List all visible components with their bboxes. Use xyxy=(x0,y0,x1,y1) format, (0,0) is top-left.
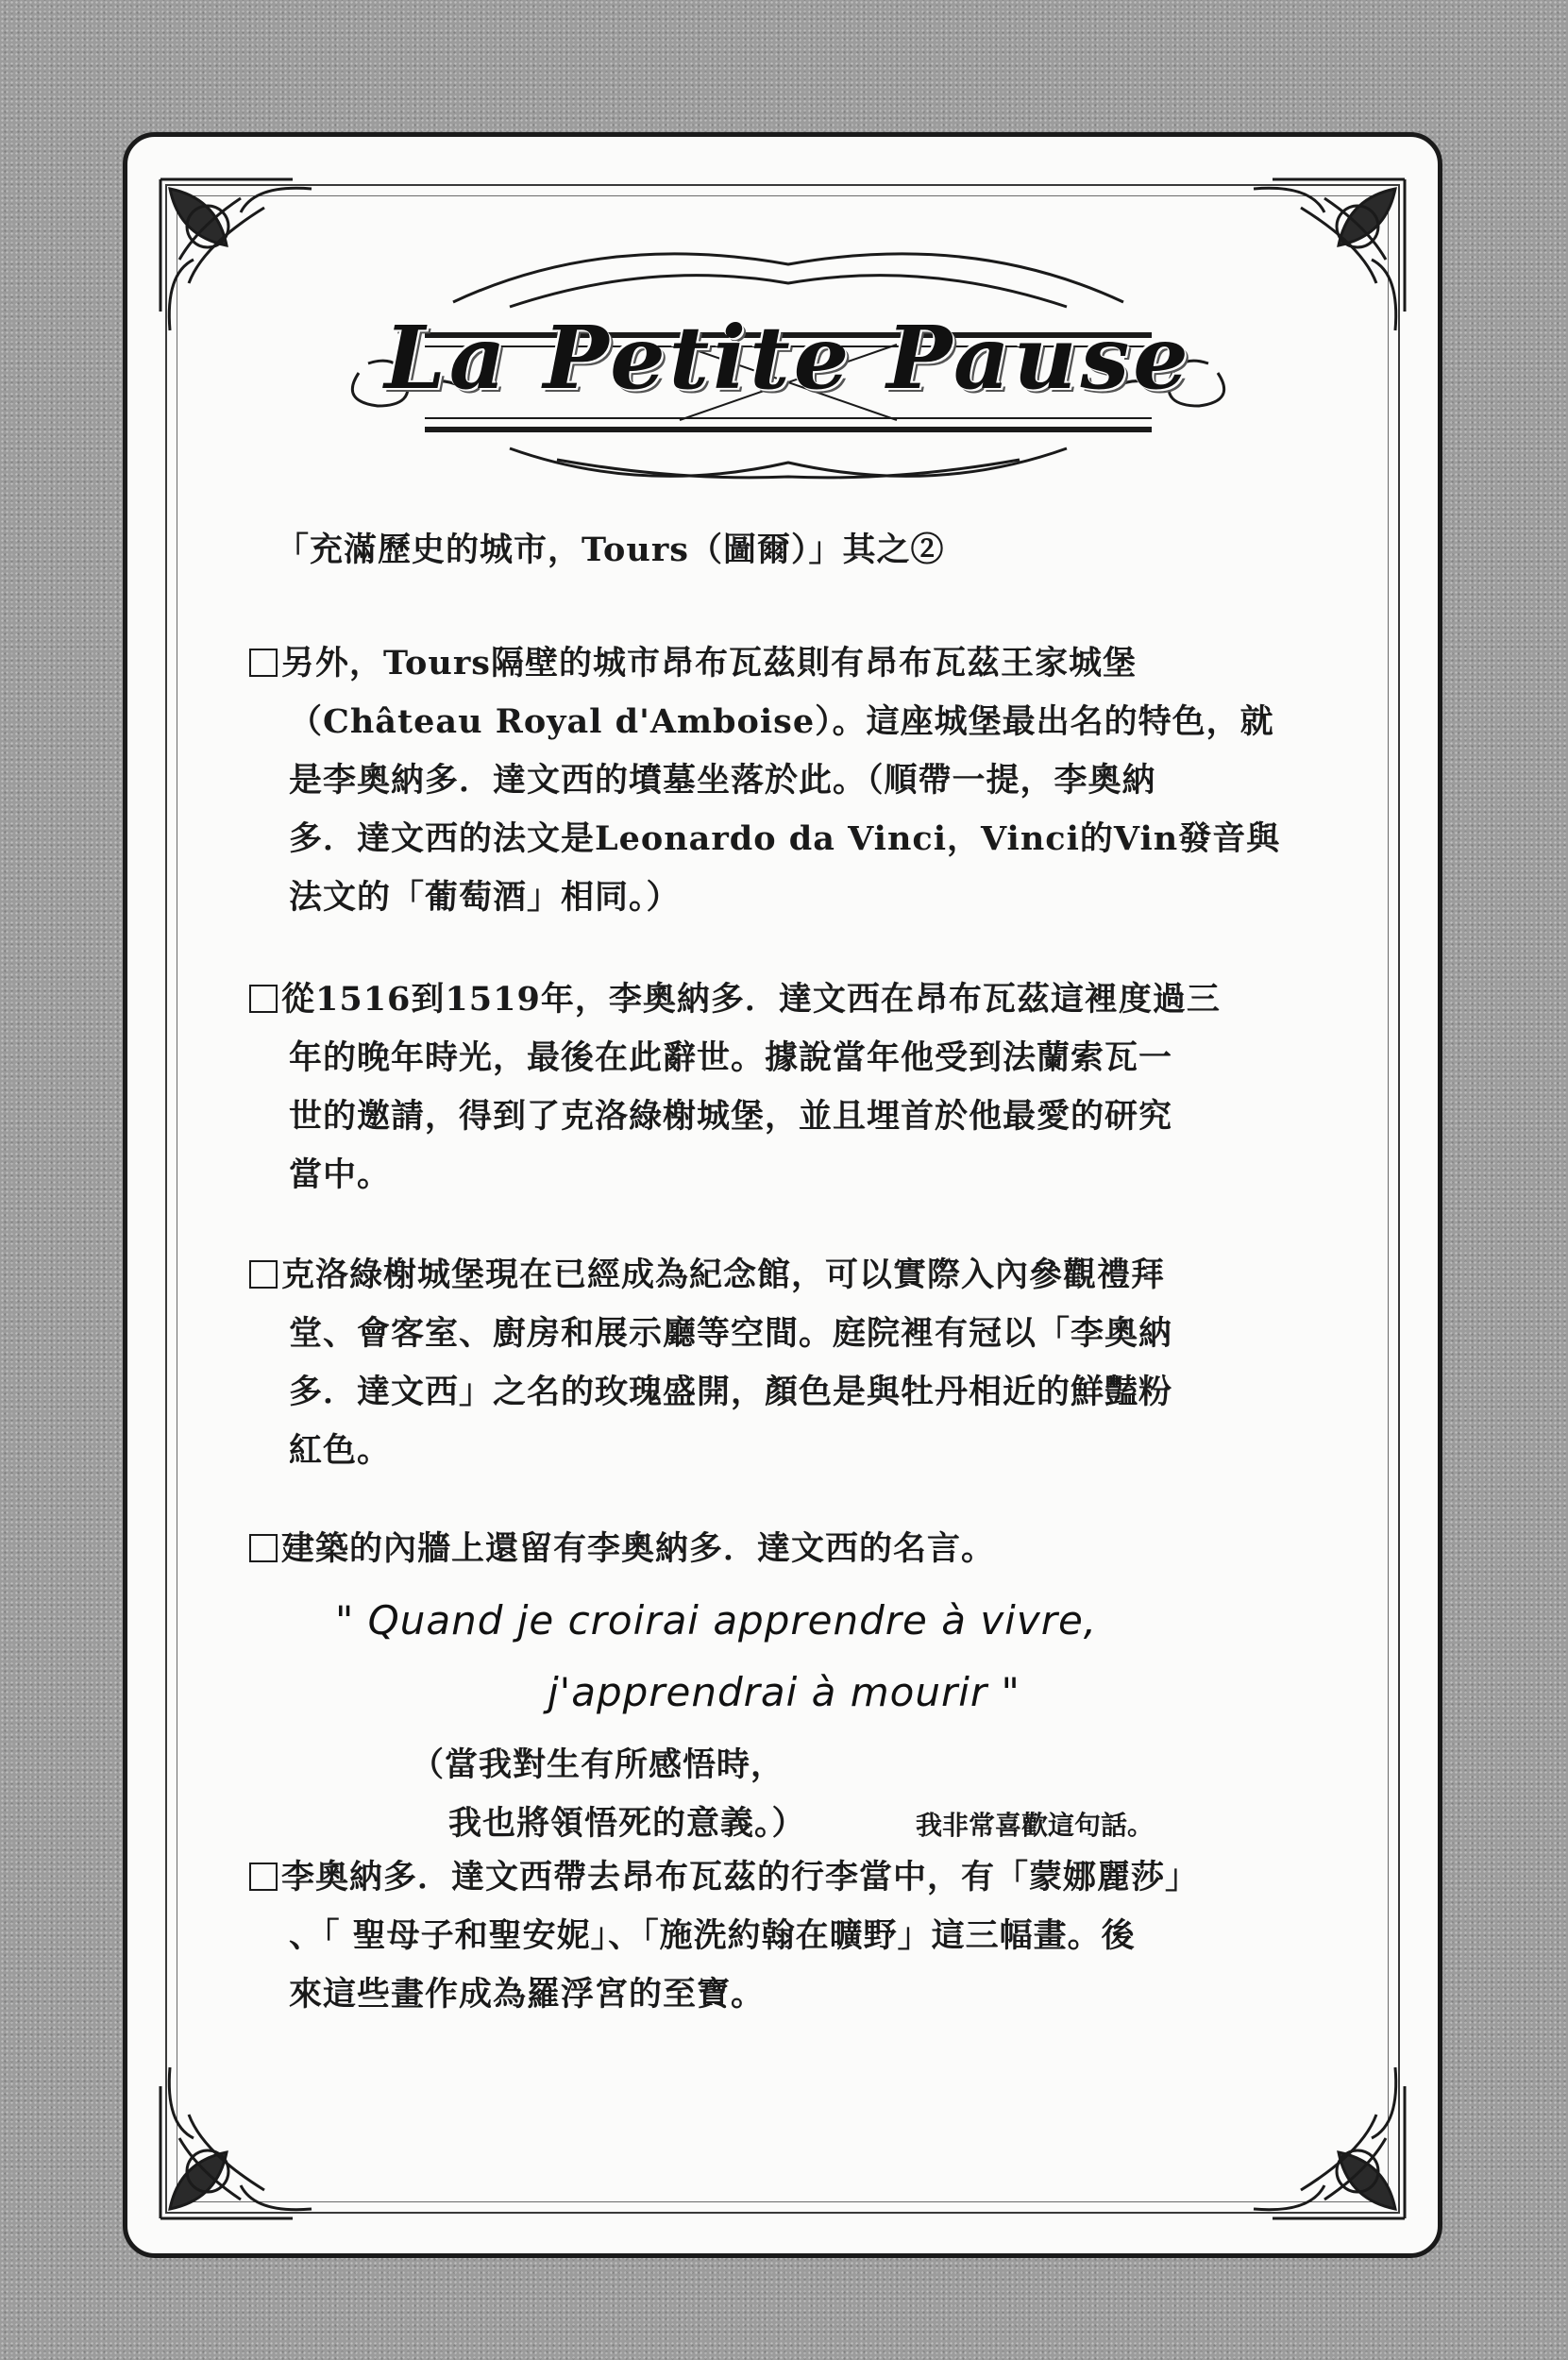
corner-ornament-bottom-left xyxy=(151,2048,330,2228)
paragraph-line: 是李奧納多．達文西的墳墓坐落於此。（順帶一提，李奧納 xyxy=(289,761,1156,800)
paragraph-line: 世的邀請，得到了克洛綠榭城堡，並且埋首於他最愛的研究 xyxy=(289,1097,1173,1136)
banner-logo-text: La Petite Pause xyxy=(384,307,1192,409)
line-text: 從1516到1519年，李奧納多．達文西在昂布瓦茲這裡度過三 xyxy=(281,980,1221,1019)
checkbox-icon xyxy=(249,1260,278,1289)
checkbox-icon xyxy=(249,1863,278,1891)
paragraph-line xyxy=(249,1848,1354,1907)
paragraph-1 xyxy=(249,634,1354,927)
paragraph-line xyxy=(249,1520,1354,1578)
corner-ornament-top-left xyxy=(151,170,330,349)
title-banner xyxy=(321,212,1256,496)
paragraph-line: 多．達文西的法文是Leonardo da Vinci，Vinci的Vin發音與 xyxy=(289,819,1281,858)
corner-ornament-bottom-right xyxy=(1235,2048,1414,2228)
paragraph-4 xyxy=(249,1520,1354,1578)
paragraph-line: 紅色。 xyxy=(289,1431,392,1470)
line-text: 李奧納多．達文西帶去昂布瓦茲的行李當中，有「蒙娜麗莎」 xyxy=(281,1858,1200,1896)
quote-translation-line-1: （當我對生有所感悟時， xyxy=(411,1745,785,1784)
quote-line-2: j'apprendrai à mourir " xyxy=(548,1669,1020,1715)
paragraph-line: （Château Royal d'Amboise）。這座城堡最出名的特色，就 xyxy=(289,702,1274,741)
paragraph-2 xyxy=(249,970,1354,1205)
quote-line-1: " Quand je croirai apprendre à vivre, xyxy=(335,1597,1098,1644)
paragraph-line: 年的晚年時光，最後在此辭世。據說當年他受到法蘭索瓦一 xyxy=(289,1038,1173,1077)
paragraph-line: 當中。 xyxy=(289,1155,392,1194)
paragraph-line xyxy=(249,634,1354,693)
quote-translation-line-2: 我也將領悟死的意義。） xyxy=(448,1804,806,1843)
section-subtitle: 「充滿歷史的城市，Tours（圖爾）」其之② xyxy=(276,531,945,569)
author-comment: 我非常喜歡這句話。 xyxy=(916,1810,1155,1841)
paragraph-line: 來這些畫作成為羅浮宮的至寶。 xyxy=(289,1975,766,2014)
line-text: 建築的內牆上還留有李奧納多．達文西的名言。 xyxy=(281,1529,996,1568)
corner-ornament-top-right xyxy=(1235,170,1414,349)
line-text: 另外，Tours隔壁的城市昂布瓦茲則有昂布瓦茲王家城堡 xyxy=(281,644,1137,683)
paragraph-3 xyxy=(249,1246,1354,1480)
checkbox-icon xyxy=(249,1534,278,1562)
line-text: 克洛綠榭城堡現在已經成為紀念館，可以實際入內參觀禮拜 xyxy=(281,1256,1166,1294)
paragraph-line: 堂、會客室、廚房和展示廳等空間。庭院裡有冠以「李奧納 xyxy=(289,1314,1173,1353)
paragraph-line: 、「 聖母子和聖安妮」、「施洗約翰在曠野」這三幅畫。後 xyxy=(289,1916,1136,1955)
checkbox-icon xyxy=(249,985,278,1013)
paragraph-line: 法文的「葡萄酒」相同。） xyxy=(289,878,681,917)
checkbox-icon xyxy=(249,649,278,677)
paragraph-line: 多．達文西」之名的玫瑰盛開，顏色是與牡丹相近的鮮豔粉 xyxy=(289,1373,1173,1411)
paragraph-line xyxy=(249,1246,1354,1305)
paragraph-5 xyxy=(249,1848,1354,2024)
paragraph-line xyxy=(249,970,1354,1029)
